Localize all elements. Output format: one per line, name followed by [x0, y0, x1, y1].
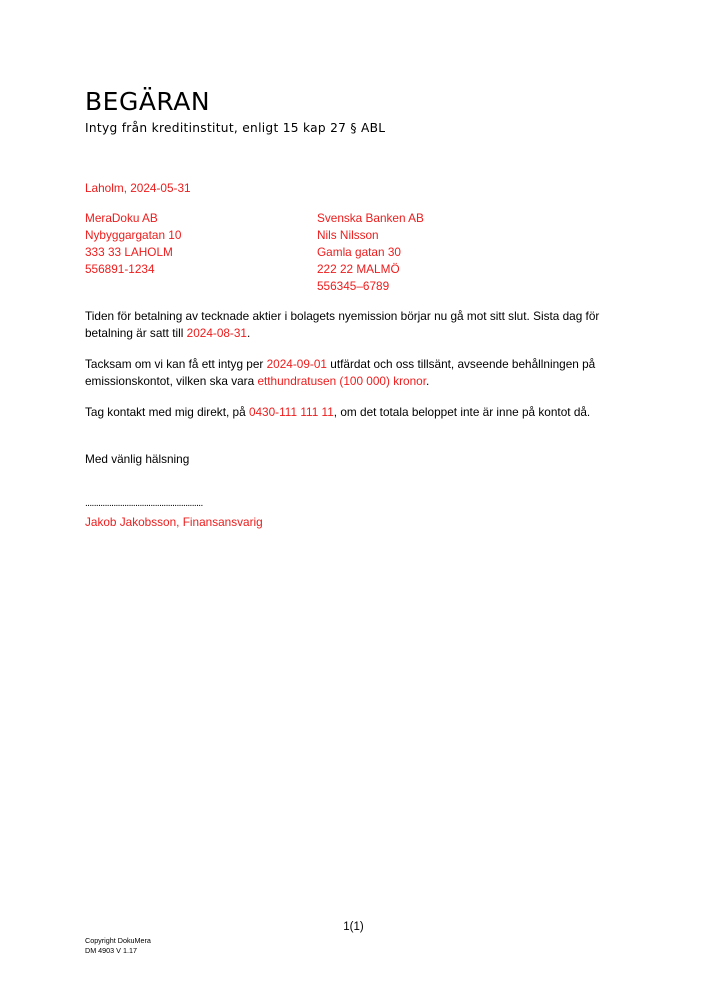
- paragraph-payment-deadline: [85, 308, 625, 342]
- paragraph2-text-c: .: [426, 374, 430, 388]
- recipient-address: [317, 210, 424, 295]
- recipient-postal: 222 22 MALMÖ: [317, 262, 400, 276]
- certificate-date: 2024-09-01: [266, 357, 327, 371]
- document-footer: [85, 936, 151, 956]
- paragraph-certificate-request: [85, 356, 625, 390]
- contact-phone: 0430-111 111 11: [248, 405, 334, 419]
- paragraph2-text-a: Tacksam om vi kan få ett intyg per: [85, 357, 267, 371]
- sender-street: Nybyggargatan 10: [85, 228, 182, 242]
- sender-address: [85, 210, 181, 278]
- emission-amount: etthundratusen (100 000) kronor: [257, 374, 426, 388]
- paragraph3-text-a: Tag kontakt med mig direkt, på: [85, 405, 249, 419]
- paragraph-contact: [85, 404, 625, 421]
- paragraph2-text-b: utfärdat och oss tillsänt, avseende behållningen på emissionskontot, vilken ska vara: [85, 357, 596, 388]
- payment-deadline-date: 2024-08-31: [186, 326, 247, 340]
- recipient-name: Svenska Banken AB: [317, 211, 424, 225]
- recipient-org-number: 556345–6789: [317, 279, 390, 293]
- paragraph1-text-a: Tiden för betalning av tecknade aktier i bolagets nyemission börjar nu gå mot sitt slut. Sista dag för betalning är satt till: [85, 309, 600, 340]
- sender-org-number: 556891-1234: [85, 262, 155, 276]
- footer-doc-id: DM 4903 V 1.17: [85, 946, 137, 955]
- signer-name: Jakob Jakobsson, Finansansvarig: [85, 515, 263, 529]
- paragraph1-text-b: .: [247, 326, 251, 340]
- sender-postal: 333 33 LAHOLM: [85, 245, 173, 259]
- document-subtitle: Intyg från kreditinstitut, enligt 15 kap 27 § ABL: [85, 121, 386, 135]
- signature-line: ......................................................: [85, 498, 203, 509]
- recipient-street: Gamla gatan 30: [317, 245, 401, 259]
- closing-greeting: Med vänlig hälsning: [85, 452, 190, 466]
- recipient-contact: Nils Nilsson: [317, 228, 379, 242]
- sender-name: MeraDoku AB: [85, 211, 158, 225]
- footer-copyright: Copyright DokuMera: [85, 936, 151, 945]
- page-number: 1(1): [343, 921, 364, 933]
- document-title: BEGÄRAN: [85, 87, 211, 116]
- place-date: Laholm, 2024-05-31: [85, 181, 191, 195]
- paragraph3-text-b: , om det totala beloppet inte är inne på kontot då.: [333, 405, 591, 419]
